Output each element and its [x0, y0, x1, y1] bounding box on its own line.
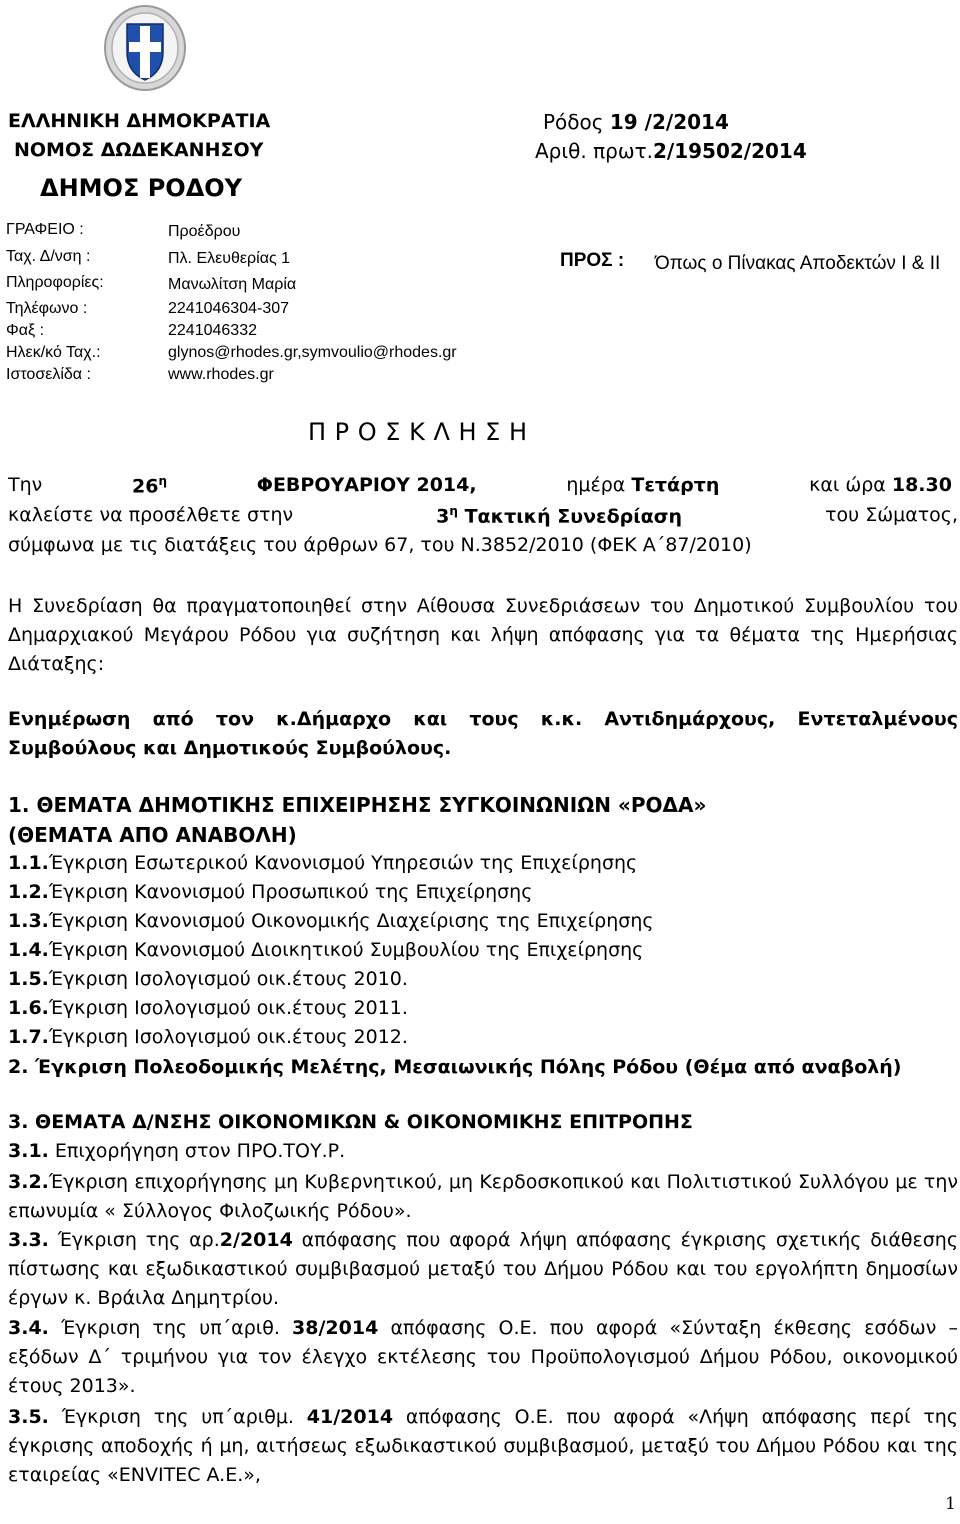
invitation-line-3: σύμφωνα με τις διατάξεις του άρθρων 67, του Ν.3852/2010 (ΦΕΚ Α΄87/2010) [8, 534, 752, 556]
invitation-line2-pre: καλείστε να προσέλθετε στην [8, 504, 294, 526]
agenda-item-text: Έγκριση Κανονισμού Διοικητικού Συμβουλίου της Επιχείρησης [48, 939, 644, 961]
agenda-section-1-title: 1. ΘΕΜΑΤΑ ΔΗΜΟΤΙΚΗΣ ΕΠΙΧΕΙΡΗΣΗΣ ΣΥΓΚΟΙΝΩΝΙΩΝ «ΡΟΔΑ» [8, 793, 707, 817]
invitation-day-sup: η [158, 474, 168, 488]
agenda-section-2: 2. Έγκριση Πολεοδομικής Μελέτης, Μεσαιωνικής Πόλης Ρόδου (Θέμα από αναβολή) [8, 1056, 902, 1078]
prefecture-name: ΝΟΜΟΣ ΔΩΔΕΚΑΝΗΣΟΥ [14, 139, 264, 161]
agenda-item [8, 968, 958, 990]
agenda-item-3-1 [8, 1140, 958, 1162]
session-paragraph: Η Συνεδρίαση θα πραγματοποιηθεί στην Αίθουσα Συνεδριάσεων του Δημοτικού Συμβουλίου του Δημαρχιακού Μεγάρου Ρόδου για συζήτηση και λήψη απόφασης για τα θέματα της Ημερήσιας Διάταξης: [8, 595, 958, 675]
agenda-item [8, 852, 958, 874]
info-address-label: Ταχ. Δ/νση : [6, 248, 91, 265]
agenda-item-text: Έγκριση της υπ΄αριθμ. [48, 1406, 307, 1428]
invitation-month-year: ΦΕΒΡΟΥΑΡΙΟΥ 2014, [256, 474, 477, 496]
info-contact-value: Μανωλίτση Μαρία [168, 276, 297, 293]
agenda-item-ref: 38/2014 [292, 1317, 379, 1339]
agenda-item-number: 1.3. [8, 910, 49, 932]
recipient-value: Όπως ο Πίνακας Αποδεκτών Ι & ΙΙ [655, 253, 941, 274]
agenda-item-ref: 2/2014 [219, 1229, 293, 1251]
agenda-item-text: Επιχορήγηση στον ΠΡΟ.ΤΟΥ.Ρ. [48, 1140, 346, 1162]
agenda-item [8, 939, 958, 961]
agenda-item-text: Έγκριση Εσωτερικού Κανονισμού Υπηρεσιών της Επιχείρησης [48, 852, 638, 874]
page-number: 1 [945, 1494, 956, 1514]
invitation-session-name: Τακτική Συνεδρίαση [464, 505, 683, 528]
agenda-section-3-title: 3. ΘΕΜΑΤΑ Δ/ΝΣΗΣ ΟΙΚΟΝΟΜΙΚΩΝ & ΟΙΚΟΝΟΜΙΚΗΣ ΕΠΙΤΡΟΠΗΣ [8, 1111, 693, 1133]
invitation-session-number: 3 [436, 505, 450, 528]
invitation-the: Την [8, 474, 43, 496]
agenda-item-number: 1.6. [8, 997, 49, 1019]
info-email-value: glynos@rhodes.gr,symvoulio@rhodes.gr [168, 344, 457, 361]
invitation-line2-post: του Σώματος, [825, 504, 958, 526]
invitation-session-sup: η [449, 504, 458, 518]
info-fax-label: Φαξ : [6, 322, 45, 339]
agenda-item-text: Έγκριση της υπ΄αριθ. [48, 1317, 293, 1339]
date-label: Ρόδος [543, 110, 604, 134]
agenda-item-number: 3.4. [8, 1317, 49, 1339]
agenda-item-3-5 [8, 1403, 958, 1490]
agenda-item [8, 1026, 958, 1048]
agenda-item-text-rest: απόφασης που αφορά λήψη απόφασης έγκρισης σχετικής διάθεσης πίστωσης και εξωδικαστικού συμβιβασμού μεταξύ του Δήμου Ρόδου και του εργολήπτη δημοσίων έργων κ. Βράιλα Δημητρίου. [8, 1229, 958, 1309]
agenda-item-text: Έγκριση Ισολογισμού οικ.έτους 2011. [48, 997, 408, 1019]
info-address-value: Πλ. Ελευθερίας 1 [168, 250, 290, 267]
invitation-day-number: 26 [132, 475, 159, 498]
agenda-item [8, 881, 958, 903]
agenda-item-number: 3.2. [8, 1171, 49, 1193]
invitation-day-word-text: ημέρα [566, 474, 626, 496]
agenda-item-text: Έγκριση Κανονισμού Προσωπικού της Επιχείρησης [48, 881, 533, 903]
briefing-paragraph: Ενημέρωση από τον κ.Δήμαρχο και τους κ.κ. Αντιδημάρχους, Εντεταλμένους Συμβούλους και Δημοτικούς Συμβούλους. [8, 708, 958, 759]
agenda-item-text: Έγκριση Ισολογισμού οικ.έτους 2012. [48, 1026, 408, 1048]
agenda-item-text: Έγκριση Ισολογισμού οικ.έτους 2010. [48, 968, 408, 990]
protocol-value: 2/19502/2014 [652, 139, 807, 163]
protocol-line [535, 139, 807, 163]
agenda-item-text: Έγκριση της αρ. [48, 1229, 220, 1251]
agenda-item-number: 3.5. [8, 1406, 49, 1428]
info-office-value: Προέδρου [168, 223, 241, 240]
document-title: Π Ρ Ο Σ Κ Λ Η Σ Η [308, 418, 528, 446]
agenda-item-text-rest: απόφασης Ο.Ε. που αφορά «Σύνταξη έκθεσης εσόδων – εξόδων Δ΄ τριμήνου για τον έλεγχο εκτέλεσης του Προϋπολογισμού Δήμου Ρόδου, οικονομικού έτους 2013». [8, 1317, 958, 1397]
agenda-item [8, 910, 958, 932]
info-phone-value: 2241046304-307 [168, 300, 290, 317]
invitation-day-word [566, 474, 719, 497]
agenda-item-3-2 [8, 1168, 958, 1226]
invitation-line-2 [8, 504, 958, 527]
invitation-time-value: 18.30 [891, 474, 952, 496]
invitation-line-1 [8, 474, 952, 497]
info-phone-label: Τηλέφωνο : [6, 300, 88, 317]
agenda-item-number: 3.3. [8, 1229, 49, 1251]
agenda-item-3-4 [8, 1314, 958, 1401]
country-name: ΕΛΛΗΝΙΚΗ ΔΗΜΟΚΡΑΤΙΑ [8, 110, 271, 132]
agenda-item-text-rest: απόφασης Ο.Ε. που αφορά «Λήψη απόφασης περί της έγκρισης αποδοχής ή μη, αιτήσεως εξωδικαστικού συμβιβασμού, μεταξύ του Δήμου Ρόδου και της εταιρείας «ENVITEC A.E.», [8, 1406, 959, 1486]
greek-coat-of-arms-icon [100, 2, 190, 92]
invitation-time-word: και ώρα [809, 474, 886, 496]
info-contact-label: Πληροφορίες: [6, 274, 104, 291]
invitation-weekday: Τετάρτη [631, 474, 720, 496]
agenda-item [8, 997, 958, 1019]
agenda-item-number: 1.7. [8, 1026, 49, 1048]
date-line [543, 110, 729, 134]
info-office-label: ΓΡΑΦΕΙΟ : [6, 221, 84, 238]
municipality-name: ΔΗΜΟΣ ΡΟΔΟΥ [40, 174, 243, 202]
invitation-session [436, 504, 682, 527]
agenda-item-ref: 41/2014 [306, 1406, 394, 1428]
agenda-item-text: Έγκριση επιχορήγησης μη Κυβερνητικού, μη Κερδοσκοπικού και Πολιτιστικού Συλλόγου με την επωνυμία « Σύλλογος Φιλοζωικής Ρόδου». [8, 1171, 958, 1222]
agenda-item-number: 1.1. [8, 852, 49, 874]
info-website-value: www.rhodes.gr [168, 366, 274, 383]
agenda-item-number: 1.5. [8, 968, 49, 990]
agenda-section-1-subtitle: (ΘΕΜΑΤΑ ΑΠΟ ΑΝΑΒΟΛΗ) [8, 823, 297, 847]
info-email-label: Ηλεκ/κό Ταχ.: [6, 344, 101, 361]
recipient-label: ΠΡΟΣ : [560, 250, 625, 271]
date-value: 19 /2/2014 [609, 110, 729, 134]
agenda-item-text: Έγκριση Κανονισμού Οικονομικής Διαχείρισης της Επιχείρησης [48, 910, 654, 932]
info-website-label: Ιστοσελίδα : [6, 366, 91, 383]
agenda-item-3-3 [8, 1226, 958, 1313]
agenda-item-number: 1.4. [8, 939, 49, 961]
agenda-item-number: 3.1. [8, 1140, 49, 1162]
protocol-label: Αριθ. πρωτ. [535, 139, 653, 163]
agenda-item-number: 1.2. [8, 881, 49, 903]
invitation-time [809, 474, 952, 497]
invitation-day [132, 474, 167, 497]
info-fax-value: 2241046332 [168, 322, 257, 339]
